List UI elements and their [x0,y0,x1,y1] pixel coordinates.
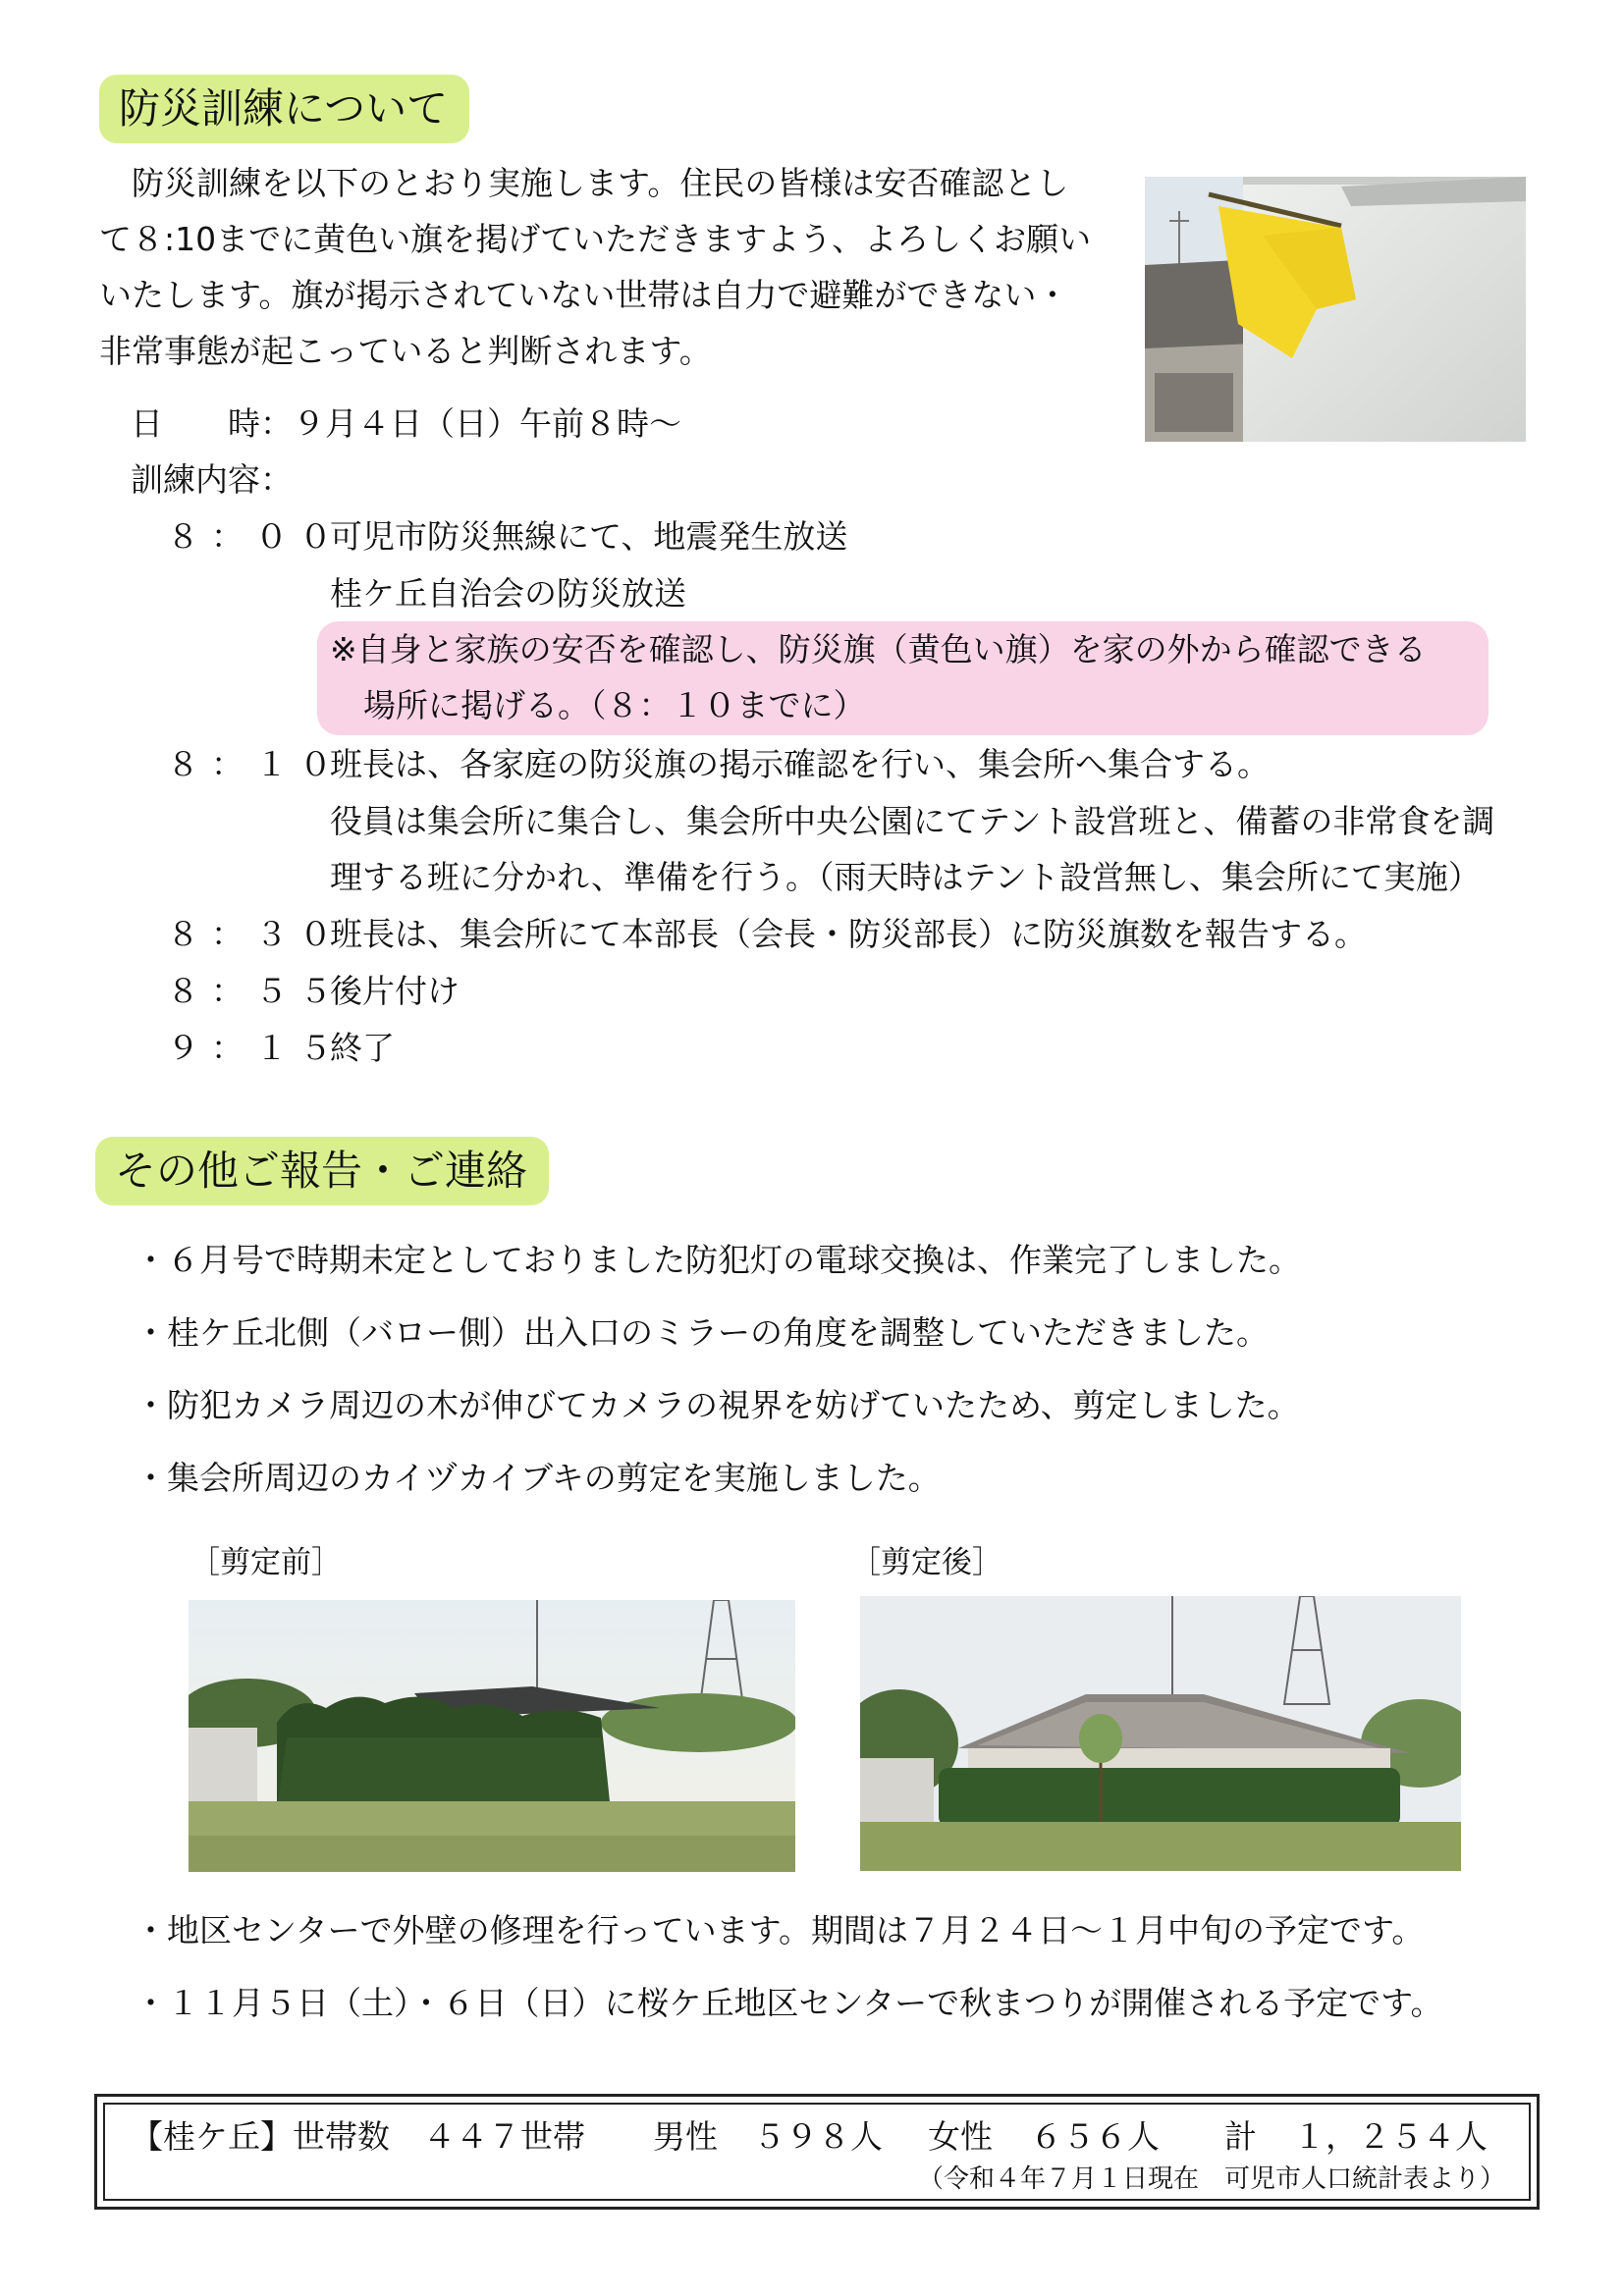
stats-area: 【桂ケ丘】 [131,2117,293,2156]
schedule-line: 役員は集会所に集合し、集会所中央公園にてテント設営班と、備蓄の非常食を調 [330,802,1495,840]
bullet-list-bottom [135,1895,1443,2040]
schedule-time: ８：５５ [167,972,344,1010]
stats-female-value: ６５６人 [1030,2117,1160,2156]
section-heading-other: その他ご報告・ご連絡 [95,1137,549,1205]
bullet-item: ・地区センターで外壁の修理を行っています。期間は７月２４日～１月中旬の予定です。 [135,1911,1425,1949]
photo-after-image [860,1596,1461,1871]
intro-line: て８:10までに黄色い旗を掲げていただきますよう、よろしくお願い [99,220,1092,258]
stats-row [131,2112,390,2162]
stats-total-value: １，２５４人 [1293,2117,1488,2156]
yellow-flag-photo [1145,177,1526,442]
bullet-item: ・１１月５日（土）・６日（日）に桜ケ丘地区センターで秋まつりが開催される予定です。 [135,1984,1443,2022]
schedule-line: 桂ケ丘自治会の防災放送 [330,574,686,613]
intro-line: 防災訓練を以下のとおり実施します。住民の皆様は安否確認とし [132,164,1069,202]
schedule-line: 可児市防災無線にて、地震発生放送 [330,517,848,556]
bullet-item: ・防犯カメラ周辺の木が伸びてカメラの視界を妨げていたため、剪定しました。 [135,1386,1300,1424]
photo-after-caption: ［剪定後］ [850,1545,1002,1580]
photo-before-caption: ［剪定前］ [189,1545,342,1580]
section-heading-drill: 防災訓練について [99,75,469,143]
schedule-line: 班長は、集会所にて本部長（会長・防災部長）に防災旗数を報告する。 [330,915,1367,953]
schedule-line: 理する班に分かれ、準備を行う。（雨天時はテント設営無し、集会所にて実施） [330,858,1481,896]
schedule-time: ８：００ [167,517,344,556]
schedule-line: 後片付け [330,972,460,1010]
intro-line: 非常事態が起こっていると判断されます。 [99,332,712,370]
note-line: 場所に掲げる。（８：１０までに） [363,686,866,724]
schedule-time: ９：１５ [167,1029,344,1067]
stats-households-label: 世帯数 [293,2117,390,2156]
schedule-time: ８：３０ [167,915,344,953]
stats-source: （令和４年７月１日現在 可児市人口統計表より） [917,2164,1505,2194]
bullet-item: ・桂ケ丘北側（バロー側）出入口のミラーの角度を調整していただきました。 [135,1313,1269,1352]
note-line: ※自身と家族の安否を確認し、防災旗（黄色い旗）を家の外から確認できる [330,630,1427,668]
bullet-item: ・６月号で時期未定としておりました防犯灯の電球交換は、作業完了しました。 [135,1241,1301,1279]
bullet-list-top [135,1224,1301,1515]
drill-datetime: 日 時：９月４日（日）午前８時～ [131,404,681,443]
stats-male-value: ５９８人 [753,2117,883,2156]
stats-female-label: 女性 [928,2117,993,2156]
intro-paragraph [99,155,1091,379]
stats-total-label: 計 [1224,2117,1257,2156]
schedule-time: ８：１０ [167,745,344,783]
bullet-item: ・集会所周辺のカイヅカイブキの剪定を実施しました。 [135,1459,941,1497]
intro-line: いたします。旗が掲示されていない世帯は自力で避難ができない・ [99,276,1069,314]
drill-content-label: 訓練内容： [131,460,293,499]
stats-male-label: 男性 [653,2117,718,2156]
yellow-flag-image [1145,177,1526,442]
stats-households-value: ４４７世帯 [423,2117,585,2156]
photo-before-image [189,1600,795,1872]
schedule-line: 班長は、各家庭の防災旗の掲示確認を行い、集会所へ集合する。 [330,745,1270,783]
photo-before-pruning [189,1600,795,1872]
population-stats-box [94,2094,1540,2210]
photo-after-pruning [860,1596,1461,1871]
population-stats-inner [103,2103,1531,2201]
schedule-line: 終了 [330,1029,395,1067]
